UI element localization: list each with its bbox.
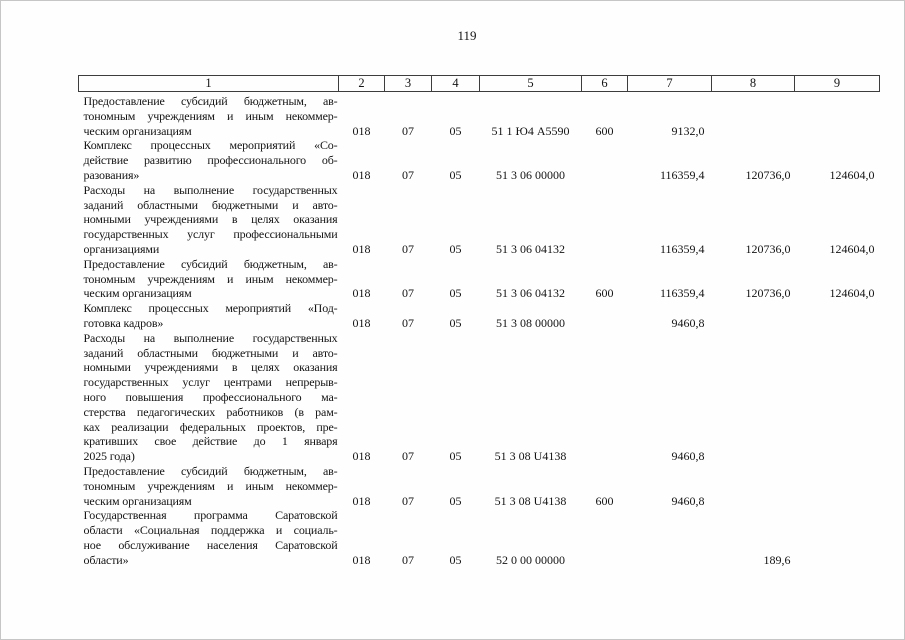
cell-c8 <box>712 92 795 139</box>
description-line: области «Социальная поддержка и социаль- <box>83 523 338 538</box>
header-cell-col1: 1 <box>79 76 339 92</box>
cell-c9 <box>795 508 880 567</box>
cell-c6 <box>582 183 628 257</box>
cell-c3: 07 <box>402 123 414 138</box>
table-row <box>79 92 880 139</box>
table-row <box>79 508 880 567</box>
description-line: организациями <box>83 241 160 256</box>
cell-c5: 52 0 00 00000 <box>496 552 565 567</box>
cell-c3: 07 <box>402 167 414 182</box>
description-line: 2025 года) <box>83 449 135 464</box>
description-line: кративших свое действие до 1 января <box>83 434 338 449</box>
cell-c5: 51 3 08 U4138 <box>494 493 567 508</box>
cell-c3: 07 <box>402 493 414 508</box>
table-row <box>79 464 880 508</box>
cell-c3: 07 <box>402 286 414 301</box>
cell-c7: 9460,8 <box>671 315 705 330</box>
cell-c4: 05 <box>449 315 462 330</box>
description-line: Расходы на выполнение государственных <box>83 330 338 345</box>
header-cell-col8: 8 <box>712 76 795 92</box>
description-line: Расходы на выполнение государственных <box>83 182 338 197</box>
description-line: Предоставление субсидий бюджетным, ав- <box>83 94 338 108</box>
cell-c8 <box>712 301 795 331</box>
description-line: заданий областными бюджетными и авто- <box>83 345 338 360</box>
cell-c5: 51 3 06 00000 <box>496 167 565 182</box>
cell-c3: 07 <box>402 449 414 464</box>
description-line: ного повышения профессионального ма- <box>83 389 338 404</box>
cell-c9: 124604,0 <box>829 241 875 256</box>
cell-c7: 116359,4 <box>659 241 705 256</box>
header-cell-col5: 5 <box>480 76 582 92</box>
cell-c8 <box>712 331 795 464</box>
cell-c2: 018 <box>352 167 371 182</box>
table-row <box>79 331 880 464</box>
cell-c2: 018 <box>352 286 371 301</box>
cell-c8: 120736,0 <box>745 167 791 182</box>
cell-c4: 05 <box>449 493 462 508</box>
table-row <box>79 138 880 182</box>
cell-c6 <box>582 138 628 182</box>
description-line: ках реализации федеральных проектов, пре- <box>83 419 338 434</box>
cell-c5: 51 3 08 00000 <box>496 315 565 330</box>
table-row <box>79 183 880 257</box>
cell-c9: 124604,0 <box>829 167 875 182</box>
header-cell-col6: 6 <box>582 76 628 92</box>
table-row <box>79 301 880 331</box>
cell-c9: 124604,0 <box>829 286 875 301</box>
description-line: Предоставление субсидий бюджетным, ав- <box>83 256 338 271</box>
cell-c2: 018 <box>352 449 371 464</box>
header-cell-col7: 7 <box>628 76 712 92</box>
description-line: заданий областными бюджетными и авто- <box>83 197 338 212</box>
cell-c3: 07 <box>402 552 414 567</box>
cell-c2: 018 <box>352 123 371 138</box>
description-line: действие развитию профессионального об- <box>83 153 338 168</box>
description-line: тономным учреждениям и иным некоммер- <box>83 108 338 123</box>
cell-c2: 018 <box>352 493 371 508</box>
description-line: ное обслуживание населения Саратовской <box>83 537 338 552</box>
description-line: государственных услуг центрами непрерыв- <box>83 375 338 390</box>
header-cell-col2: 2 <box>339 76 385 92</box>
cell-c9 <box>795 464 880 508</box>
cell-c6 <box>582 331 628 464</box>
cell-c9 <box>795 92 880 139</box>
cell-description <box>79 257 339 301</box>
cell-c2: 018 <box>352 552 371 567</box>
cell-c8: 120736,0 <box>745 241 791 256</box>
cell-c5: 51 3 06 04132 <box>496 286 565 301</box>
cell-c6: 600 <box>595 493 614 508</box>
budget-table <box>78 75 880 568</box>
cell-c8: 189,6 <box>763 552 791 567</box>
cell-c9 <box>795 301 880 331</box>
cell-c7: 116359,4 <box>659 286 705 301</box>
description-line: номными учреждениями в целях оказания <box>83 212 338 227</box>
table-body <box>79 92 880 568</box>
description-line: Государственная программа Саратовской <box>83 508 338 523</box>
cell-c7: 9460,8 <box>671 493 705 508</box>
cell-c5: 51 3 06 04132 <box>496 241 565 256</box>
description-line: Комплекс процессных мероприятий «Под- <box>83 301 338 316</box>
description-line: тономным учреждениям и иным некоммер- <box>83 478 338 493</box>
cell-description <box>79 331 339 464</box>
cell-c4: 05 <box>449 123 462 138</box>
cell-c6: 600 <box>595 123 614 138</box>
cell-c8 <box>712 464 795 508</box>
cell-c2: 018 <box>352 315 371 330</box>
cell-description <box>79 301 339 331</box>
cell-c7: 9460,8 <box>671 449 705 464</box>
cell-description <box>79 508 339 567</box>
cell-description <box>79 183 339 257</box>
header-cell-col9: 9 <box>795 76 880 92</box>
cell-description <box>79 464 339 508</box>
cell-c3: 07 <box>402 241 414 256</box>
cell-c8: 120736,0 <box>745 286 791 301</box>
cell-c6 <box>582 301 628 331</box>
header-cell-col3: 3 <box>385 76 432 92</box>
cell-c2: 018 <box>352 241 371 256</box>
cell-c6: 600 <box>595 286 614 301</box>
description-line: готовка кадров» <box>83 315 164 330</box>
description-line: ческим организациям <box>83 493 192 508</box>
cell-description <box>79 138 339 182</box>
cell-c4: 05 <box>449 241 462 256</box>
cell-c3: 07 <box>402 315 414 330</box>
description-line: номными учреждениями в целях оказания <box>83 360 338 375</box>
description-line: Комплекс процессных мероприятий «Со- <box>83 138 338 153</box>
table-row <box>79 257 880 301</box>
cell-c7: 116359,4 <box>659 167 705 182</box>
table-header-row <box>79 76 880 92</box>
cell-c7 <box>628 508 712 567</box>
cell-c5: 51 1 Ю4 А5590 <box>491 123 570 138</box>
cell-c4: 05 <box>449 449 462 464</box>
cell-c4: 05 <box>449 552 462 567</box>
description-line: государственных услуг профессиональными <box>83 227 338 242</box>
cell-c7: 9132,0 <box>671 123 705 138</box>
header-cell-col4: 4 <box>432 76 480 92</box>
page-number: 119 <box>457 28 477 43</box>
description-line: области» <box>83 552 129 567</box>
cell-description <box>79 92 339 139</box>
description-line: ческим организациям <box>83 123 192 138</box>
description-line: разования» <box>83 167 140 182</box>
cell-c4: 05 <box>449 286 462 301</box>
description-line: стерства педагогических работников (в рам- <box>83 404 338 419</box>
cell-c6 <box>582 508 628 567</box>
cell-c5: 51 3 08 U4138 <box>494 449 567 464</box>
description-line: ческим организациям <box>83 286 192 301</box>
description-line: Предоставление субсидий бюджетным, ав- <box>83 463 338 478</box>
description-line: тономным учреждениям и иным некоммер- <box>83 271 338 286</box>
cell-c9 <box>795 331 880 464</box>
cell-c4: 05 <box>449 167 462 182</box>
